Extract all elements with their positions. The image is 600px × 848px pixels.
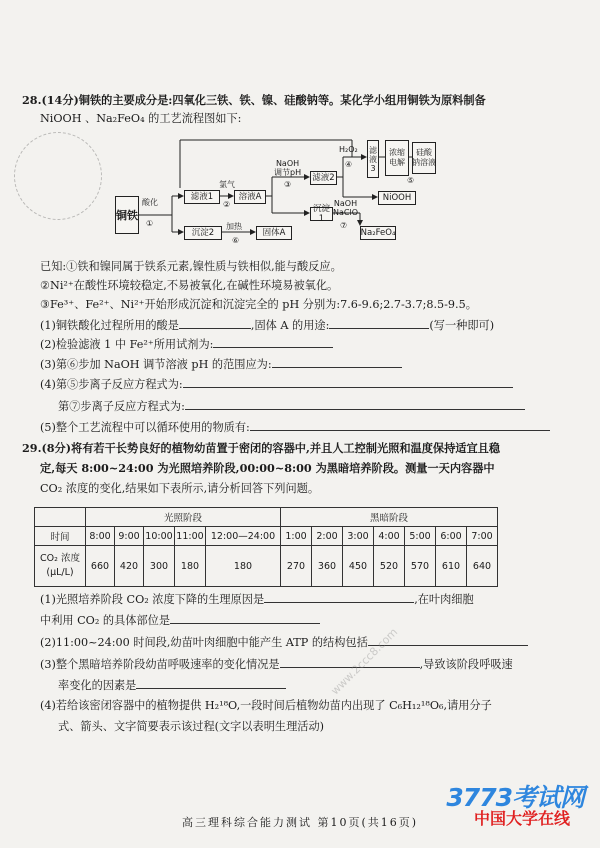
time-cell: 5:00 bbox=[405, 527, 436, 546]
answer-blank-step5-equation[interactable] bbox=[183, 376, 513, 388]
answer-blank-solidA-use[interactable] bbox=[329, 317, 429, 329]
q28-known3: ③Fe³⁺、Fe²⁺、Ni²⁺开始形成沉淀和沉淀完全的 pH 分别为:7.6-9.6;2.7-3.7;8.5-9.5。 bbox=[40, 298, 477, 311]
time-cell: 1:00 bbox=[281, 527, 312, 546]
filtrate1-box: 滤液1 bbox=[184, 190, 220, 204]
step2-label: ② bbox=[223, 200, 231, 209]
site-tagline: 中国大学在线 bbox=[473, 809, 570, 828]
page-footer: 高三理科综合能力测试 第10页(共16页) bbox=[181, 816, 419, 829]
acid-label: 酸化 bbox=[142, 198, 158, 207]
na2feo4-box: Na₂FeO₄ bbox=[360, 228, 396, 238]
naoh-naclo-label: NaOH NaClO bbox=[333, 199, 358, 217]
q29-sub1c-text: 中利用 CO₂ 的具体部位是 bbox=[40, 614, 171, 627]
answer-blank-fe2-reagent[interactable] bbox=[213, 336, 333, 348]
answer-blank-recycled[interactable] bbox=[250, 419, 550, 431]
time-label-cell: 时间 bbox=[35, 527, 86, 546]
co2-label: CO₂ 浓度 bbox=[40, 553, 80, 564]
q28-sub1-text-a: (1)铜铁酸化过程所用的酸是 bbox=[40, 319, 179, 332]
q28-sub4 bbox=[40, 376, 513, 392]
q29-line2: 定,每天 8:00~24:00 为光照培养阶段,00:00~8:00 为黑暗培养阶段。测量一天内容器中 bbox=[40, 461, 495, 475]
q28-sub5 bbox=[40, 419, 550, 435]
q28-known2: ②Ni²⁺在酸性环境较稳定,不易被氧化,在碱性环境易被氧化。 bbox=[40, 279, 339, 292]
time-cell: 11:00 bbox=[175, 527, 206, 546]
h2o2-label: H₂O₂ bbox=[339, 145, 358, 154]
co2-table bbox=[34, 507, 498, 587]
q29-sub2-text: (2)11:00~24:00 时间段,幼苗叶肉细胞中能产生 ATP 的结构包括 bbox=[40, 636, 368, 649]
answer-blank-co2-decline[interactable] bbox=[264, 591, 414, 603]
co2-value-cell: 300 bbox=[144, 546, 175, 587]
heat-label: 加热 bbox=[226, 222, 242, 231]
sodium-silicate-box: 硅酸 钠溶液 bbox=[412, 142, 436, 174]
q29-line1: 29.(8分)将有若干长势良好的植物幼苗置于密闭的容器中,并且人工控制光照和温度保持适宜且稳 bbox=[22, 441, 501, 455]
q28-line1: 28.(14分)铜铁的主要成分是:四氧化三铁、铁、镍、硅酸钠等。某化学小组用铜铁为原料制备 bbox=[22, 93, 486, 107]
answer-blank-co2-site[interactable] bbox=[170, 612, 320, 624]
q28-known1: 已知:①铁和镍同属于铁系元素,镍性质与铁相似,能与酸反应。 bbox=[40, 260, 342, 273]
q29-sub4b: 式、箭头、文字简要表示该过程(文字以表明生理活动) bbox=[58, 720, 325, 733]
time-cell: 3:00 bbox=[343, 527, 374, 546]
q29-sub3c bbox=[58, 677, 286, 693]
time-cell: 4:00 bbox=[374, 527, 405, 546]
q28-sub4-text: (4)第⑤步离子反应方程式为: bbox=[40, 378, 183, 391]
time-cell: 9:00 bbox=[115, 527, 144, 546]
co2-value-cell: 640 bbox=[467, 546, 498, 587]
answer-blank-acid[interactable] bbox=[179, 317, 251, 329]
q29-sub1-text-b: ,在叶肉细胞 bbox=[414, 593, 474, 606]
chlorine-label: 氯气 bbox=[219, 180, 235, 189]
co2-value-cell: 180 bbox=[175, 546, 206, 587]
co2-label-cell bbox=[35, 546, 86, 587]
time-cell: 12:00—24:00 bbox=[206, 527, 281, 546]
q28-sub4b bbox=[58, 398, 525, 414]
q29-line3: CO₂ 浓度的变化,结果如下表所示,请分析回答下列问题。 bbox=[40, 482, 320, 495]
time-cell: 10:00 bbox=[144, 527, 175, 546]
step6-label: ⑥ bbox=[232, 236, 240, 245]
co2-value-cell: 570 bbox=[405, 546, 436, 587]
niooh-box: NiOOH bbox=[378, 191, 416, 205]
step5-label: ⑤ bbox=[407, 176, 415, 185]
co2-unit: (μL/L) bbox=[46, 567, 74, 578]
precip1-box: 沉淀1 bbox=[310, 207, 333, 221]
answer-blank-respiration-factor[interactable] bbox=[136, 677, 286, 689]
faint-bleedthrough-circle bbox=[14, 132, 102, 220]
q28-sub1-text-c: (写一种即可) bbox=[429, 319, 495, 332]
solutionA-box: 溶液A bbox=[234, 190, 266, 204]
time-cell: 6:00 bbox=[436, 527, 467, 546]
time-cell: 2:00 bbox=[312, 527, 343, 546]
time-cell: 7:00 bbox=[467, 527, 498, 546]
step1-label: ① bbox=[146, 219, 154, 228]
q29-sub3 bbox=[40, 656, 513, 672]
q28-sub5-text: (5)整个工艺流程中可以循环使用的物质有: bbox=[40, 421, 250, 434]
q29-sub1-text-a: (1)光照培养阶段 CO₂ 浓度下降的生理原因是 bbox=[40, 593, 265, 606]
filtrate2-box: 滤液2 bbox=[310, 171, 337, 185]
q29-sub3c-text: 率变化的因素是 bbox=[58, 679, 137, 692]
co2-value-cell: 270 bbox=[281, 546, 312, 587]
light-phase-header: 光照阶段 bbox=[86, 508, 281, 527]
table-corner bbox=[35, 508, 86, 527]
filtrate3-box: 滤液3 bbox=[367, 140, 379, 178]
answer-blank-ph-range[interactable] bbox=[272, 356, 402, 368]
co2-value-cell: 450 bbox=[343, 546, 374, 587]
q28-sub1 bbox=[40, 317, 494, 333]
q29-sub1c bbox=[40, 612, 320, 628]
answer-blank-step7-equation[interactable] bbox=[185, 398, 525, 410]
q28-sub3 bbox=[40, 356, 402, 372]
evap-electrolysis-box: 浓缩 电解 bbox=[385, 140, 409, 176]
watermark-text: www.2ccc8.com bbox=[328, 625, 401, 698]
solidA-box: 固体A bbox=[256, 226, 292, 240]
co2-value-cell: 520 bbox=[374, 546, 405, 587]
q28-sub4b-text: 第⑦步离子反应方程式为: bbox=[58, 400, 185, 413]
q28-sub3-text: (3)第⑥步加 NaOH 调节溶液 pH 的范围应为: bbox=[40, 358, 272, 371]
q29-sub3-text-a: (3)整个黑暗培养阶段幼苗呼吸速率的变化情况是 bbox=[40, 658, 280, 671]
q29-sub3-text-b: ,导致该阶段呼吸速 bbox=[419, 658, 513, 671]
q29-sub1 bbox=[40, 591, 474, 607]
co2-value-cell: 360 bbox=[312, 546, 343, 587]
precip2-box: 沉淀2 bbox=[184, 226, 222, 240]
q29-sub2 bbox=[40, 634, 528, 650]
q28-sub1-text-b: ,固体 A 的用途: bbox=[250, 319, 330, 332]
step3-label: ③ bbox=[284, 180, 292, 189]
site-logo: 3773考试网 bbox=[446, 783, 584, 812]
step7-label: ⑦ bbox=[340, 221, 348, 230]
naoh-ph-label: NaOH 调节pH bbox=[274, 159, 302, 177]
q29-sub4: (4)若给该密闭容器中的植物提供 H₂¹⁸O,一段时间后植物幼苗内出现了 C₆H₁₂¹⁸O₆,请用分子 bbox=[40, 699, 492, 712]
co2-value-cell: 610 bbox=[436, 546, 467, 587]
time-cell: 8:00 bbox=[86, 527, 115, 546]
ore-box: 铜铁 bbox=[115, 196, 139, 234]
co2-value-cell: 660 bbox=[86, 546, 115, 587]
co2-value-cell: 180 bbox=[206, 546, 281, 587]
step4-label: ④ bbox=[345, 160, 353, 169]
q28-sub2-text: (2)检验滤液 1 中 Fe²⁺所用试剂为: bbox=[40, 338, 214, 351]
q28-sub2 bbox=[40, 336, 333, 352]
dark-phase-header: 黑暗阶段 bbox=[281, 508, 498, 527]
co2-value-cell: 420 bbox=[115, 546, 144, 587]
q28-line2: NiOOH 、Na₂FeO₄ 的工艺流程图如下: bbox=[40, 112, 242, 125]
